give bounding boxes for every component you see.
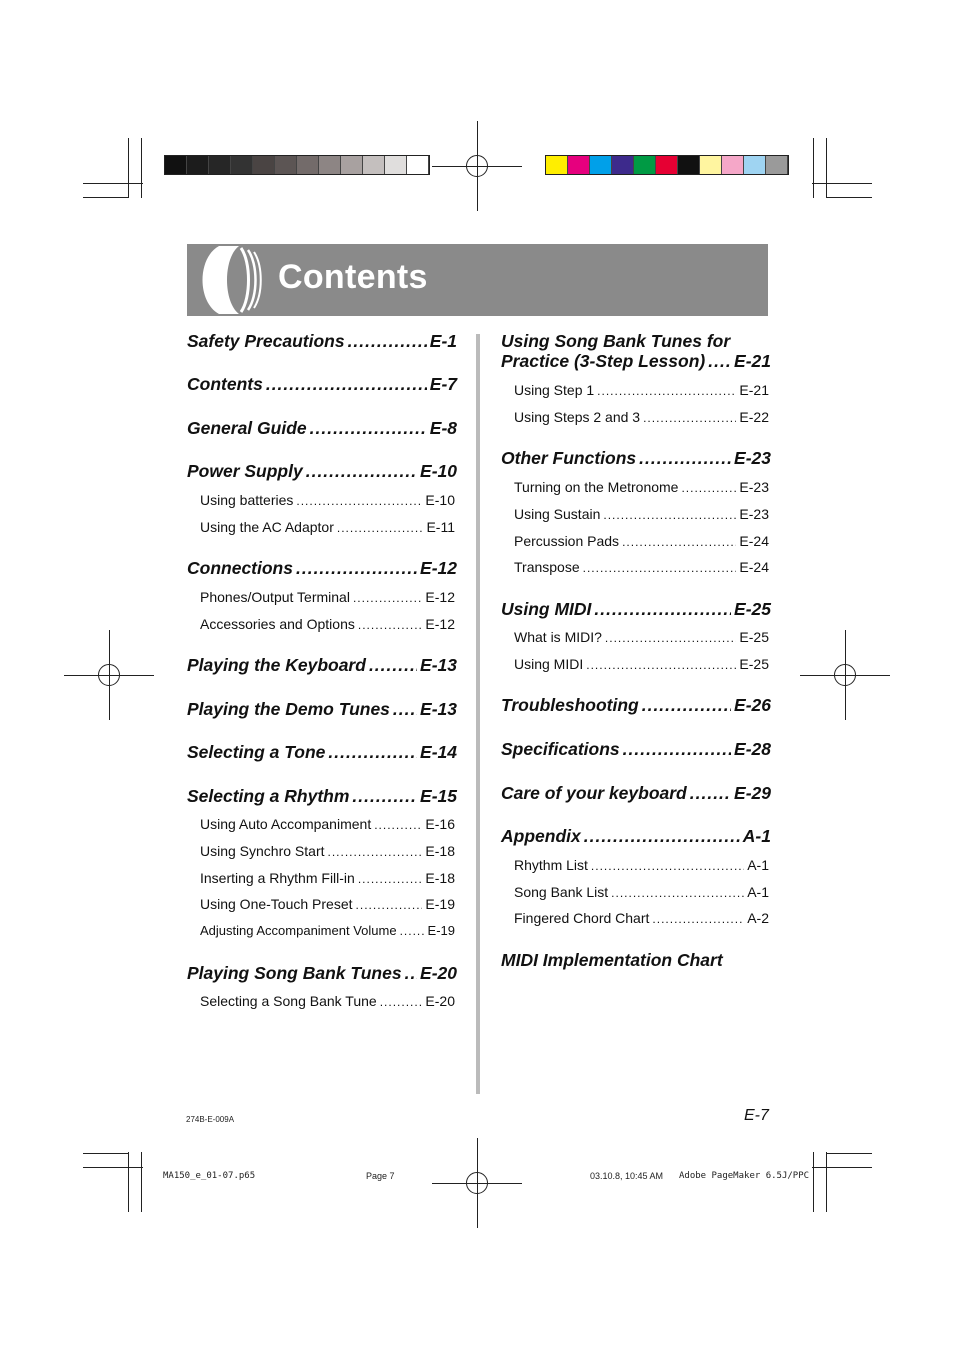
toc-leader-dots: [296, 558, 417, 579]
toc-leader-dots: [622, 535, 736, 549]
toc-subentry: [514, 409, 769, 425]
toc-label: Turning on the Metronome: [514, 479, 679, 495]
registration-mark-icon: [800, 630, 890, 720]
toc-subentry: [514, 479, 769, 495]
color-swatch: [700, 156, 722, 174]
toc-entry: [187, 374, 457, 395]
toc-subentry: [514, 629, 769, 645]
color-swatch: [297, 156, 319, 174]
toc-label: Using MIDI: [501, 599, 592, 619]
toc-page-number: E-8: [429, 418, 457, 438]
color-swatch: [209, 156, 231, 174]
toc-entry: [187, 699, 457, 720]
crop-mark: [813, 138, 814, 198]
color-swatch: [766, 156, 788, 174]
crop-mark: [83, 1167, 143, 1168]
toc-label: Practice (3-Step Lesson): [501, 351, 706, 371]
toc-label: Using Auto Accompaniment: [200, 816, 372, 832]
crop-mark: [83, 183, 143, 184]
toc-entry: [187, 786, 457, 807]
crop-mark: [813, 1152, 814, 1212]
toc-leader-dots: [652, 912, 744, 926]
toc-leader-dots: [405, 963, 417, 984]
toc-label: Using Synchro Start: [200, 843, 325, 859]
color-swatch: [385, 156, 407, 174]
toc-page-number: E-10: [420, 461, 457, 481]
toc-label: General Guide: [187, 418, 307, 438]
toc-leader-dots: [603, 508, 736, 522]
toc-entry: [187, 331, 457, 352]
toc-page-number: E-20: [420, 963, 457, 983]
toc-leader-dots: [400, 924, 425, 938]
crop-mark: [141, 138, 142, 198]
toc-label: Other Functions: [501, 448, 637, 468]
toc-page-number: E-23: [734, 448, 771, 468]
toc-label: Using batteries: [200, 492, 294, 508]
toc-page-number: E-25: [739, 629, 769, 645]
registration-mark-icon: [432, 1138, 522, 1228]
color-swatch: [253, 156, 275, 174]
toc-subentry: [200, 843, 455, 859]
page-title: Contents: [278, 258, 428, 296]
toc-subentry: [200, 870, 455, 886]
toc-label: Playing Song Bank Tunes: [187, 963, 402, 983]
color-swatch: [407, 156, 429, 174]
toc-page-number: E-16: [425, 816, 455, 832]
toc-leader-dots: [586, 658, 736, 672]
toc-subentry: [200, 816, 455, 832]
color-swatch: [187, 156, 209, 174]
toc-subentry: [200, 993, 455, 1009]
toc-leader-dots: [393, 699, 417, 720]
toc-page-number: E-18: [425, 870, 455, 886]
color-swatch: [634, 156, 656, 174]
toc-page-number: E-13: [420, 655, 457, 675]
toc-page-number: E-23: [739, 479, 769, 495]
toc-page-number: E-13: [420, 699, 457, 719]
crop-mark: [83, 197, 129, 198]
toc-page-number: E-21: [739, 382, 769, 398]
toc-label: Power Supply: [187, 461, 303, 481]
color-swatch: [275, 156, 297, 174]
toc-leader-dots: [583, 561, 737, 575]
toc-subentry: [200, 492, 455, 508]
toc-page-number: E-12: [425, 616, 455, 632]
toc-entry: [501, 950, 771, 971]
toc-entry: [187, 655, 457, 676]
toc-page-number: A-1: [747, 857, 769, 873]
registration-mark-icon: [432, 121, 522, 211]
toc-leader-dots: [611, 886, 744, 900]
toc-subentry: [514, 506, 769, 522]
toc-page-number: E-12: [420, 558, 457, 578]
toc-page-number: E-21: [734, 351, 771, 371]
toc-leader-dots: [352, 786, 417, 807]
toc-label: Percussion Pads: [514, 533, 620, 549]
toc-page-number: E-24: [739, 559, 769, 575]
print-software: Adobe PageMaker 6.5J/PPC: [679, 1171, 810, 1181]
print-page-label: Page 7: [366, 1171, 395, 1181]
toc-label: Transpose: [514, 559, 580, 575]
toc-label: Care of your keyboard: [501, 783, 687, 803]
contents-header-band: [187, 244, 768, 316]
toc-leader-dots: [296, 494, 422, 508]
crop-mark: [826, 138, 827, 198]
toc-leader-dots: [310, 418, 427, 439]
toc-page-number: E-19: [425, 896, 455, 912]
toc-leader-dots: [584, 826, 740, 847]
color-swatch: [590, 156, 612, 174]
toc-leader-dots: [374, 818, 422, 832]
color-swatch: [363, 156, 385, 174]
crop-mark: [128, 138, 129, 198]
registration-mark-icon: [64, 630, 154, 720]
toc-label: Selecting a Tone: [187, 742, 326, 762]
crop-mark: [826, 1152, 827, 1212]
toc-page-number: E-19: [427, 923, 455, 938]
toc-subentry: [514, 382, 769, 398]
toc-subentry: [514, 910, 769, 926]
crop-mark: [141, 1152, 142, 1212]
color-swatch: [546, 156, 568, 174]
toc-page-number: E-18: [425, 843, 455, 859]
color-swatch: [341, 156, 363, 174]
toc-leader-dots: [328, 742, 417, 763]
toc-page-number: E-28: [734, 739, 771, 759]
toc-label: Playing the Demo Tunes: [187, 699, 390, 719]
toc-page-number: A-2: [747, 910, 769, 926]
crop-mark: [826, 197, 872, 198]
toc-entry: [501, 351, 771, 372]
toc-page-number: A-1: [747, 884, 769, 900]
toc-leader-dots: [306, 461, 417, 482]
toc-leader-dots: [681, 481, 736, 495]
toc-subentry: [200, 896, 455, 912]
toc-label: Contents: [187, 374, 263, 394]
toc-page-number: E-10: [425, 492, 455, 508]
toc-leader-dots: [642, 695, 731, 716]
toc-label: Inserting a Rhythm Fill-in: [200, 870, 355, 886]
toc-leader-dots: [690, 783, 731, 804]
color-swatch: [231, 156, 253, 174]
toc-label: Selecting a Rhythm: [187, 786, 350, 806]
toc-subentry: [514, 533, 769, 549]
doc-code: 274B-E-009A: [186, 1115, 235, 1124]
toc-label: Safety Precautions: [187, 331, 345, 351]
toc-leader-dots: [605, 631, 737, 645]
toc-leader-dots: [639, 448, 731, 469]
color-swatch: [319, 156, 341, 174]
crop-mark: [83, 1153, 129, 1154]
toc-page-number: E-14: [420, 742, 457, 762]
color-swatch: [568, 156, 590, 174]
toc-entry: [501, 739, 771, 760]
toc-entry: [501, 783, 771, 804]
toc-label: Using One-Touch Preset: [200, 896, 353, 912]
toc-leader-dots: [356, 898, 423, 912]
toc-label: MIDI Implementation Chart: [501, 950, 723, 970]
toc-page-number: E-29: [734, 783, 771, 803]
toc-entry: [501, 599, 771, 620]
toc-label: Using the AC Adaptor: [200, 519, 334, 535]
toc-leader-dots: [266, 374, 427, 395]
crop-mark: [812, 1167, 872, 1168]
toc-page-number: E-11: [426, 519, 455, 535]
crop-mark: [128, 1152, 129, 1212]
toc-label: Appendix: [501, 826, 581, 846]
toc-leader-dots: [591, 859, 744, 873]
color-swatch: [722, 156, 744, 174]
toc-leader-dots: [369, 655, 417, 676]
toc-entry: [187, 742, 457, 763]
toc-entry: [187, 461, 457, 482]
toc-subentry: [200, 616, 455, 632]
color-swatch: [656, 156, 678, 174]
toc-subentry: [514, 884, 769, 900]
toc-label: What is MIDI?: [514, 629, 602, 645]
gray-calibration-strip: [164, 155, 430, 175]
toc-label: Using Sustain: [514, 506, 601, 522]
column-divider: [476, 334, 480, 1094]
color-swatch: [678, 156, 700, 174]
toc-label: Using Steps 2 and 3: [514, 409, 641, 425]
toc-entry: [187, 418, 457, 439]
toc-leader-dots: [328, 845, 423, 859]
toc-subentry: [514, 857, 769, 873]
toc-page-number: E-24: [739, 533, 769, 549]
toc-page-number: E-12: [425, 589, 455, 605]
toc-label: Playing the Keyboard: [187, 655, 366, 675]
toc-page-number: A-1: [742, 826, 771, 846]
toc-leader-dots: [708, 351, 731, 372]
toc-leader-dots: [380, 995, 423, 1009]
toc-label: Using MIDI: [514, 656, 584, 672]
toc-label: Connections: [187, 558, 293, 578]
crop-mark: [826, 1153, 872, 1154]
toc-page-number: E-25: [734, 599, 771, 619]
toc-label: Phones/Output Terminal: [200, 589, 350, 605]
toc-subentry: [200, 519, 455, 535]
crop-mark: [812, 183, 872, 184]
page-number: E-7: [744, 1107, 769, 1124]
color-swatch: [744, 156, 766, 174]
toc-page-number: E-23: [739, 506, 769, 522]
toc-leader-dots: [337, 521, 424, 535]
toc-entry: [501, 448, 771, 469]
color-calibration-strip: [545, 155, 789, 175]
toc-page-number: E-25: [739, 656, 769, 672]
toc-label: Using Step 1: [514, 382, 595, 398]
toc-leader-dots: [358, 618, 423, 632]
toc-leader-dots: [597, 384, 736, 398]
toc-leader-dots: [358, 872, 423, 886]
toc-label: Specifications: [501, 739, 620, 759]
toc-subentry: [514, 656, 769, 672]
toc-subentry: [514, 559, 769, 575]
toc-leader-dots: [623, 739, 731, 760]
toc-entry-line1: Using Song Bank Tunes for: [501, 331, 731, 351]
toc-leader-dots: [348, 331, 427, 352]
toc-entry: [187, 963, 457, 984]
print-file-name: MA150_e_01-07.p65: [163, 1171, 256, 1181]
toc-entry: [187, 558, 457, 579]
toc-leader-dots: [353, 591, 422, 605]
toc-page-number: E-20: [425, 993, 455, 1009]
color-swatch: [612, 156, 634, 174]
toc-label: Rhythm List: [514, 857, 588, 873]
toc-label: Fingered Chord Chart: [514, 910, 650, 926]
toc-subentry: [200, 589, 455, 605]
print-timestamp: 03.10.8, 10:45 AM: [590, 1171, 664, 1181]
toc-leader-dots: [643, 411, 736, 425]
toc-label: Selecting a Song Bank Tune: [200, 993, 377, 1009]
toc-label: Troubleshooting: [501, 695, 639, 715]
toc-page-number: E-22: [739, 409, 769, 425]
toc-entry: [501, 695, 771, 716]
toc-page-number: E-7: [429, 374, 457, 394]
toc-label: Accessories and Options: [200, 616, 355, 632]
toc-page-number: E-15: [420, 786, 457, 806]
toc-page-number: E-26: [734, 695, 771, 715]
toc-subentry: [200, 923, 455, 938]
toc-label: Adjusting Accompaniment Volume: [200, 923, 397, 938]
toc-page-number: E-1: [429, 331, 457, 351]
color-swatch: [165, 156, 187, 174]
toc-label: Song Bank List: [514, 884, 609, 900]
toc-entry: [501, 826, 771, 847]
toc-leader-dots: [594, 599, 731, 620]
bracket-arcs-icon: [195, 244, 265, 316]
